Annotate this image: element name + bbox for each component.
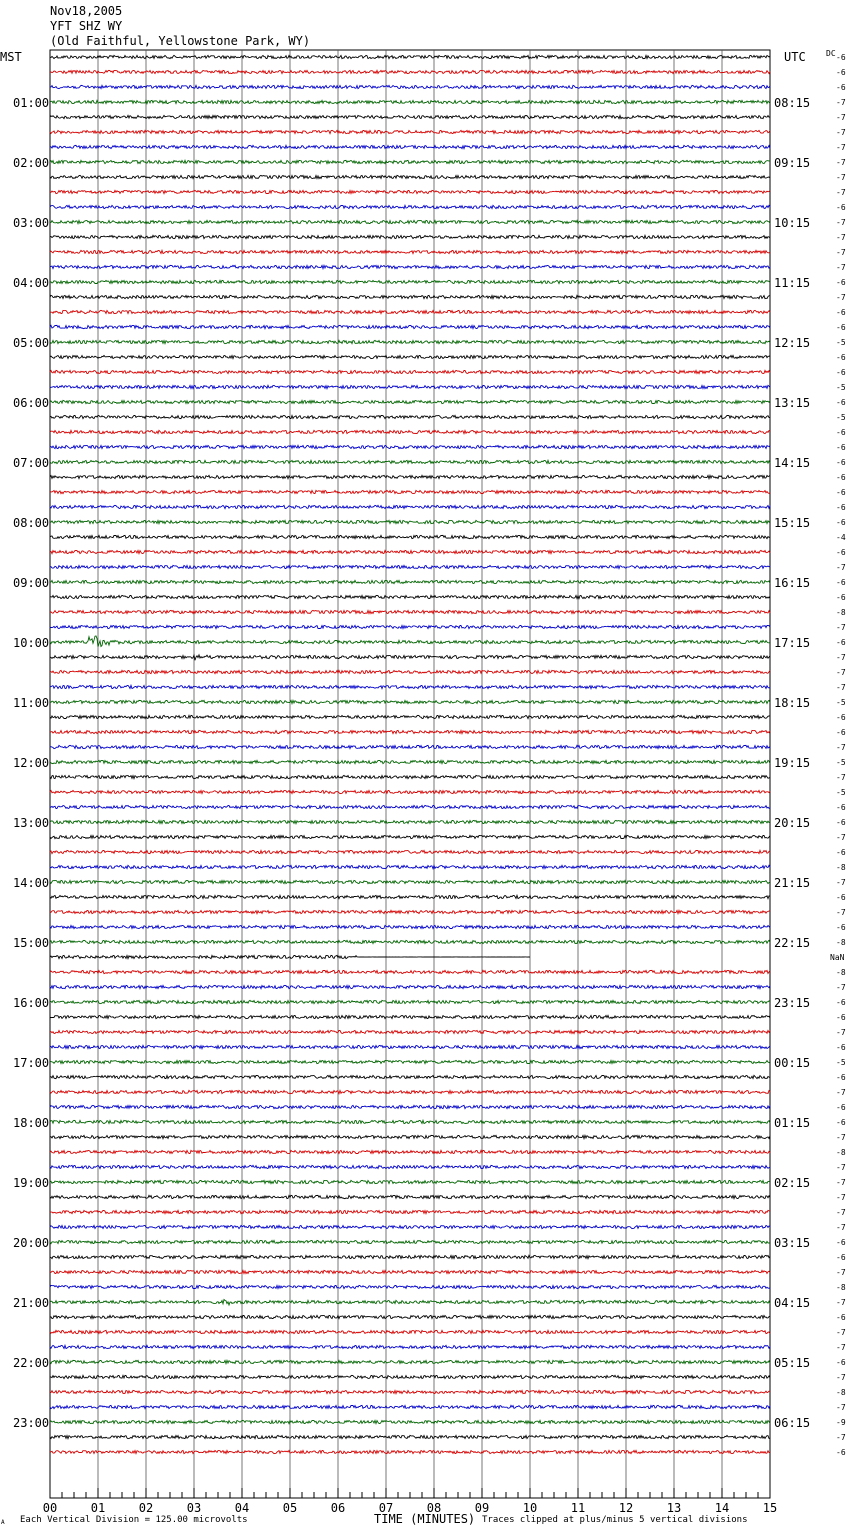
seismic-trace	[50, 460, 770, 463]
dc-offset-label: -6	[836, 548, 846, 557]
x-tick-label: 04	[234, 1501, 250, 1515]
seismic-trace	[50, 775, 770, 778]
x-tick-label: 12	[618, 1501, 634, 1515]
seismic-trace	[50, 490, 770, 493]
hour-label-mst: 09:00	[13, 576, 50, 590]
dc-offset-label: -6	[836, 593, 846, 602]
hour-label-utc: 09:15	[774, 156, 811, 170]
seismic-trace	[50, 70, 770, 73]
dc-offset-label: -6	[836, 1043, 846, 1052]
dc-offset-label: -7	[836, 683, 846, 692]
tz-left-label: MST	[0, 50, 22, 64]
seismic-trace	[50, 340, 770, 343]
hour-label-mst: 12:00	[13, 756, 50, 770]
seismic-trace	[50, 100, 770, 103]
dc-offset-label: -5	[836, 338, 846, 347]
seismic-trace	[50, 325, 770, 328]
dc-offset-label: -6	[836, 1253, 846, 1262]
seismic-trace	[50, 1225, 770, 1228]
dc-offset-label: -6	[836, 803, 846, 812]
x-tick-label: 10	[522, 1501, 538, 1515]
x-tick-label: 06	[330, 1501, 346, 1515]
dc-offset-label: -7	[836, 1298, 846, 1307]
x-tick-label: 07	[378, 1501, 394, 1515]
dc-offset-label: -6	[836, 923, 846, 932]
hour-label-mst: 11:00	[13, 696, 50, 710]
dc-offset-label: -5	[836, 413, 846, 422]
dc-offset-label: -7	[836, 248, 846, 257]
seismic-trace	[50, 115, 770, 118]
hour-label-mst: 18:00	[13, 1116, 50, 1130]
dc-offset-label: -7	[836, 1028, 846, 1037]
dc-offset-label: -7	[836, 188, 846, 197]
seismic-trace	[50, 295, 770, 298]
hour-label-utc: 12:15	[774, 336, 811, 350]
seismic-trace	[50, 850, 770, 853]
hour-label-utc: 21:15	[774, 876, 811, 890]
seismic-trace	[50, 1075, 770, 1078]
seismic-trace	[50, 1165, 770, 1168]
hour-label-mst: 15:00	[13, 936, 50, 950]
dc-offset-label: -6	[836, 308, 846, 317]
dc-offset-label: -7	[836, 113, 846, 122]
dc-offset-label: -6	[836, 368, 846, 377]
hour-label-utc: 01:15	[774, 1116, 811, 1130]
dc-offset-label: -7	[836, 653, 846, 662]
seismic-trace	[50, 535, 770, 538]
seismic-trace	[50, 1390, 770, 1393]
dc-offset-label: -4	[836, 533, 846, 542]
dc-offset-label: -9	[836, 1418, 846, 1427]
seismic-trace	[50, 550, 770, 553]
hour-label-utc: 02:15	[774, 1176, 811, 1190]
seismic-trace	[50, 1375, 770, 1378]
seismic-trace	[50, 400, 770, 403]
hour-label-utc: 14:15	[774, 456, 811, 470]
seismic-trace	[50, 385, 770, 388]
hour-label-utc: 05:15	[774, 1356, 811, 1370]
seismic-trace	[50, 1405, 770, 1408]
hour-label-utc: 08:15	[774, 96, 811, 110]
header-station: YFT SHZ WY	[50, 19, 123, 33]
dc-offset-label: -7	[836, 983, 846, 992]
seismic-trace	[50, 1315, 770, 1318]
hour-label-mst: 16:00	[13, 996, 50, 1010]
seismic-trace	[50, 355, 770, 358]
seismic-trace	[50, 760, 770, 763]
seismic-trace	[50, 1015, 770, 1018]
hour-label-utc: 18:15	[774, 696, 811, 710]
seismic-trace	[50, 1435, 770, 1438]
hour-label-mst: 21:00	[13, 1296, 50, 1310]
seismic-trace	[50, 895, 770, 898]
seismic-trace	[50, 505, 770, 508]
dc-offset-label: -6	[836, 713, 846, 722]
dc-offset-label: -6	[836, 203, 846, 212]
dc-offset-label: -8	[836, 1283, 846, 1292]
x-tick-label: 09	[474, 1501, 490, 1515]
hour-label-mst: 01:00	[13, 96, 50, 110]
hour-label-mst: 10:00	[13, 636, 50, 650]
dc-offset-label: -6	[836, 323, 846, 332]
dc-offset-label: -7	[836, 158, 846, 167]
seismic-trace	[50, 685, 770, 688]
dc-offset-label: -7	[836, 623, 846, 632]
dc-offset-label: -6	[836, 83, 846, 92]
dc-offset-label: -6	[836, 518, 846, 527]
dc-offset-label: -8	[836, 863, 846, 872]
seismic-trace	[50, 1045, 770, 1048]
x-tick-label: 15	[762, 1501, 778, 1515]
seismic-trace	[50, 250, 770, 253]
dc-offset-label: -6	[836, 458, 846, 467]
seismic-trace	[50, 160, 770, 163]
dc-offset-label: -6	[836, 893, 846, 902]
hour-label-utc: 15:15	[774, 516, 811, 530]
seismic-trace	[50, 415, 770, 418]
seismic-trace	[50, 625, 770, 628]
dc-offset-label: -8	[836, 1388, 846, 1397]
seismic-trace	[50, 700, 770, 703]
hour-label-mst: 13:00	[13, 816, 50, 830]
hour-label-mst: 08:00	[13, 516, 50, 530]
seismic-trace	[50, 1000, 770, 1003]
dc-offset-label: -8	[836, 608, 846, 617]
seismic-trace	[50, 205, 770, 208]
dc-offset-label: -6	[836, 638, 846, 647]
seismic-trace	[50, 730, 770, 733]
dc-offset-label: -6	[836, 1118, 846, 1127]
dc-offset-label: -6	[836, 53, 846, 62]
dc-offset-label: -8	[836, 938, 846, 947]
seismic-trace	[50, 430, 770, 433]
hour-label-utc: 11:15	[774, 276, 811, 290]
hour-label-utc: 17:15	[774, 636, 811, 650]
seismic-trace	[50, 820, 770, 823]
dc-offset-label: -7	[836, 1433, 846, 1442]
x-tick-label: 03	[186, 1501, 202, 1515]
seismic-trace	[50, 880, 770, 883]
dc-offset-label: -7	[836, 1328, 846, 1337]
dc-offset-label: -7	[836, 233, 846, 242]
seismic-trace	[50, 636, 770, 647]
seismic-trace	[50, 970, 770, 973]
seismic-trace	[50, 745, 770, 748]
dc-offset-label: -7	[836, 218, 846, 227]
dc-offset-label: -6	[836, 1313, 846, 1322]
x-tick-label: 11	[570, 1501, 586, 1515]
dc-offset-label: -6	[836, 353, 846, 362]
seismic-trace	[50, 835, 770, 838]
dc-offset-label: -6	[836, 473, 846, 482]
dc-offset-label: -6	[836, 398, 846, 407]
dc-offset-label: -6	[836, 443, 846, 452]
dc-offset-label: -6	[836, 488, 846, 497]
hour-label-utc: 22:15	[774, 936, 811, 950]
dc-offset-label: -6	[836, 1238, 846, 1247]
dc-offset-label: -6	[836, 1103, 846, 1112]
seismic-trace	[50, 445, 770, 448]
seismic-trace	[50, 1150, 770, 1153]
dc-offset-label: -7	[836, 1163, 846, 1172]
seismic-trace	[50, 790, 770, 793]
dc-offset-label: -6	[836, 1073, 846, 1082]
hour-label-mst: 04:00	[13, 276, 50, 290]
x-tick-label: 02	[138, 1501, 154, 1515]
dc-offset-label: -6	[836, 1448, 846, 1457]
seismic-trace	[50, 1210, 770, 1213]
dc-offset-label: -7	[836, 143, 846, 152]
dc-offset-label: -7	[836, 1208, 846, 1217]
hour-label-mst: 07:00	[13, 456, 50, 470]
dc-label: DC	[826, 49, 836, 58]
hour-label-mst: 22:00	[13, 1356, 50, 1370]
dc-offset-label: NaN	[830, 953, 845, 962]
dc-offset-label: -6	[836, 578, 846, 587]
seismic-trace	[50, 130, 770, 133]
seismic-trace	[50, 280, 770, 283]
hour-label-utc: 06:15	[774, 1416, 811, 1430]
dc-offset-label: -6	[836, 278, 846, 287]
x-axis-label: TIME (MINUTES)	[374, 1512, 476, 1526]
seismic-trace	[50, 1270, 770, 1273]
dc-offset-label: -7	[836, 293, 846, 302]
x-tick-label: 08	[426, 1501, 442, 1515]
hour-label-utc: 00:15	[774, 1056, 811, 1070]
seismic-trace	[50, 1345, 770, 1348]
seismic-trace	[50, 1120, 770, 1123]
x-tick-label: 00	[42, 1501, 58, 1515]
seismic-trace	[50, 1330, 770, 1333]
seismic-trace	[50, 190, 770, 193]
hour-label-utc: 03:15	[774, 1236, 811, 1250]
seismic-trace	[50, 220, 770, 223]
seismic-trace	[50, 715, 770, 718]
seismic-trace	[50, 475, 770, 478]
hour-label-mst: 19:00	[13, 1176, 50, 1190]
dc-offset-label: -5	[836, 698, 846, 707]
hour-label-utc: 19:15	[774, 756, 811, 770]
hour-label-utc: 13:15	[774, 396, 811, 410]
dc-offset-label: -7	[836, 1403, 846, 1412]
seismic-trace	[50, 925, 770, 928]
x-tick-label: 13	[666, 1501, 682, 1515]
dc-offset-label: -7	[836, 263, 846, 272]
dc-offset-label: -6	[836, 1358, 846, 1367]
seismic-trace	[50, 1180, 770, 1183]
footer-mark: A	[1, 1519, 5, 1526]
seismic-trace	[50, 565, 770, 568]
seismic-trace	[50, 1240, 770, 1243]
dc-offset-label: -5	[836, 1058, 846, 1067]
dc-offset-label: -7	[836, 1178, 846, 1187]
dc-offset-label: -5	[836, 758, 846, 767]
x-tick-label: 05	[282, 1501, 298, 1515]
footer-clip-note: Traces clipped at plus/minus 5 vertical divisions	[482, 1515, 748, 1525]
dc-offset-label: -6	[836, 503, 846, 512]
seismic-trace	[50, 1195, 770, 1198]
dc-offset-label: -7	[836, 1268, 846, 1277]
dc-offset-label: -6	[836, 428, 846, 437]
seismic-trace	[50, 985, 770, 988]
dc-offset-label: -7	[836, 128, 846, 137]
dc-offset-label: -7	[836, 173, 846, 182]
dc-offset-label: -7	[836, 668, 846, 677]
dc-offset-label: -7	[836, 773, 846, 782]
hour-label-mst: 17:00	[13, 1056, 50, 1070]
dc-offset-label: -5	[836, 788, 846, 797]
dc-offset-label: -8	[836, 968, 846, 977]
dc-offset-label: -7	[836, 98, 846, 107]
seismic-trace	[50, 865, 770, 868]
seismic-trace	[50, 1135, 770, 1138]
seismic-trace	[50, 595, 770, 598]
dc-offset-label: -6	[836, 818, 846, 827]
dc-offset-label: -6	[836, 728, 846, 737]
hour-label-mst: 14:00	[13, 876, 50, 890]
seismic-trace	[50, 55, 770, 58]
seismic-trace	[50, 235, 770, 238]
seismic-trace	[50, 1360, 770, 1363]
seismic-trace	[50, 1105, 770, 1108]
hour-label-mst: 03:00	[13, 216, 50, 230]
seismic-trace	[50, 805, 770, 808]
dc-offset-label: -7	[836, 563, 846, 572]
seismic-trace	[50, 670, 770, 673]
seismic-trace	[50, 370, 770, 373]
seismic-trace	[50, 310, 770, 313]
seismic-trace	[50, 1285, 770, 1288]
dc-offset-label: -8	[836, 1148, 846, 1157]
seismic-trace	[50, 1090, 770, 1093]
hour-label-mst: 06:00	[13, 396, 50, 410]
dc-offset-label: -7	[836, 743, 846, 752]
seismic-trace	[50, 520, 770, 523]
dc-offset-label: -7	[836, 1088, 846, 1097]
dc-offset-label: -7	[836, 1343, 846, 1352]
tz-right-label: UTC	[784, 50, 806, 64]
hour-label-mst: 05:00	[13, 336, 50, 350]
dc-offset-label: -7	[836, 1373, 846, 1382]
seismic-trace	[50, 580, 770, 583]
x-tick-label: 14	[714, 1501, 730, 1515]
hour-label-mst: 23:00	[13, 1416, 50, 1430]
hour-label-utc: 16:15	[774, 576, 811, 590]
footer-scale: Each Vertical Division = 125.00 microvolts	[20, 1515, 248, 1525]
header-location: (Old Faithful, Yellowstone Park, WY)	[50, 34, 311, 48]
hour-label-utc: 04:15	[774, 1296, 811, 1310]
dc-offset-label: -7	[836, 908, 846, 917]
seismic-trace	[50, 940, 770, 943]
dc-offset-label: -7	[836, 1223, 846, 1232]
header-date: Nov18,2005	[50, 4, 123, 18]
dc-offset-label: -7	[836, 1193, 846, 1202]
hour-label-mst: 20:00	[13, 1236, 50, 1250]
seismic-trace	[50, 1420, 770, 1423]
seismic-trace	[50, 910, 770, 913]
dc-offset-label: -6	[836, 848, 846, 857]
seismic-trace	[50, 1060, 770, 1063]
hour-label-utc: 20:15	[774, 816, 811, 830]
dc-offset-label: -7	[836, 833, 846, 842]
seismic-trace	[50, 265, 770, 268]
seismic-trace	[50, 1450, 770, 1453]
dc-offset-label: -6	[836, 1013, 846, 1022]
seismic-trace	[50, 1255, 770, 1258]
seismic-trace	[50, 1030, 770, 1033]
seismic-trace	[50, 145, 770, 148]
seismic-trace	[50, 610, 770, 613]
seismic-trace	[50, 175, 770, 178]
dc-offset-label: -6	[836, 68, 846, 77]
seismic-trace	[50, 85, 770, 88]
dc-offset-label: -7	[836, 878, 846, 887]
seismic-trace	[50, 655, 770, 660]
dc-offset-label: -7	[836, 1133, 846, 1142]
dc-offset-label: -6	[836, 998, 846, 1007]
dc-offset-label: -5	[836, 383, 846, 392]
seismic-trace	[50, 1300, 770, 1306]
hour-label-utc: 23:15	[774, 996, 811, 1010]
hour-label-utc: 10:15	[774, 216, 811, 230]
hour-label-mst: 02:00	[13, 156, 50, 170]
x-tick-label: 01	[90, 1501, 106, 1515]
